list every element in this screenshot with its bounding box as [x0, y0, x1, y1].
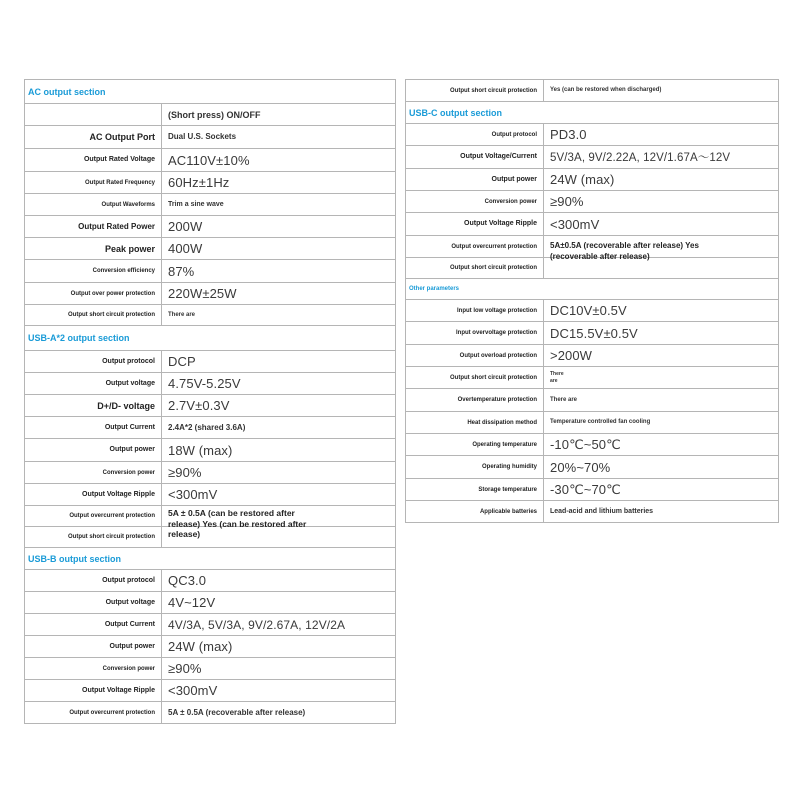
spec-label: Heat dissipation method [406, 412, 544, 434]
spec-label: Output over power protection [25, 283, 162, 305]
spec-label: Output Rated Voltage [25, 149, 162, 172]
left-spec-table [24, 79, 396, 724]
spec-value: There are [544, 367, 779, 389]
spec-label: Output protocol [25, 351, 162, 373]
spec-label: Output voltage [25, 373, 162, 395]
spec-label: Output Voltage Ripple [406, 213, 544, 236]
section-header-other [406, 279, 779, 300]
spec-value: -30℃~70℃ [544, 479, 779, 501]
spec-value: ≥90% [544, 191, 779, 213]
spec-label: Output Voltage Ripple [25, 680, 162, 702]
spec-label: Output Waveforms [25, 194, 162, 216]
spec-value: 5V/3A, 9V/2.22A, 12V/1.67A～12V [544, 146, 779, 169]
spec-value: ≥90% [162, 658, 396, 680]
spec-row [406, 236, 779, 258]
spec-value: 18W (max) [162, 439, 396, 462]
spec-label: Output Voltage/Current [406, 146, 544, 169]
spec-row [406, 322, 779, 345]
spec-row [25, 484, 396, 506]
spec-row [25, 506, 396, 527]
spec-label [25, 104, 162, 126]
spec-value: <300mV [544, 213, 779, 236]
spec-row [25, 592, 396, 614]
spec-label: Output short circuit protection [406, 80, 544, 102]
spec-value: Yes (can be restored when discharged) [544, 80, 779, 102]
spec-row [406, 191, 779, 213]
spec-label: Input overvoltage protection [406, 322, 544, 345]
section-title: AC output section [25, 80, 396, 104]
spec-row [406, 213, 779, 236]
spec-label: Operating humidity [406, 456, 544, 479]
spec-row [406, 146, 779, 169]
spec-label: Output overcurrent protection [25, 702, 162, 724]
spec-value: Lead-acid and lithium batteries [544, 501, 779, 523]
spec-row [406, 501, 779, 523]
spec-label: Output Current [25, 614, 162, 636]
spec-label: Output overload protection [406, 345, 544, 367]
right-spec-table [405, 79, 779, 523]
spec-value: 24W (max) [162, 636, 396, 658]
spec-value: DC15.5V±0.5V [544, 322, 779, 345]
spec-value: -10℃~50℃ [544, 434, 779, 456]
spec-value: 20%~70% [544, 456, 779, 479]
spec-value: 200W [162, 216, 396, 238]
overcurrent-text: 5A±0.5A (recoverable after release) Yes (recoverable after release) [550, 241, 699, 261]
spec-value: >200W [544, 345, 779, 367]
spec-value: 87% [162, 260, 396, 283]
spec-value: 4V/3A, 5V/3A, 9V/2.67A, 12V/2A [162, 614, 396, 636]
spec-row [25, 614, 396, 636]
spec-label: AC Output Port [25, 126, 162, 149]
spec-row [25, 351, 396, 373]
spec-value: Temperature controlled fan cooling [544, 412, 779, 434]
section-title: USB-C output section [406, 102, 779, 124]
spec-row [25, 283, 396, 305]
spec-label: Conversion power [406, 191, 544, 213]
spec-value: ≥90% [162, 462, 396, 484]
spec-label: Output power [25, 636, 162, 658]
spec-row [25, 636, 396, 658]
spec-row [25, 417, 396, 439]
spec-row [25, 570, 396, 592]
spec-value: <300mV [162, 484, 396, 506]
spec-value: 220W±25W [162, 283, 396, 305]
spec-label: Output overcurrent protection [25, 506, 162, 527]
spec-value: 5A ± 0.5A (recoverable after release) [162, 702, 396, 724]
spec-value: DC10V±0.5V [544, 300, 779, 322]
spec-value: 2.4A*2 (shared 3.6A) [162, 417, 396, 439]
spec-value: AC110V±10% [162, 149, 396, 172]
spec-row [25, 395, 396, 417]
spec-label: Conversion efficiency [25, 260, 162, 283]
spec-value: Trim a sine wave [162, 194, 396, 216]
spec-row [25, 238, 396, 260]
spec-value: (Short press) ON/OFF [162, 104, 396, 126]
spec-label: Output power [25, 439, 162, 462]
section-header-usbb [25, 548, 396, 570]
spec-label: Output protocol [406, 124, 544, 146]
spec-row [406, 412, 779, 434]
section-title: USB-B output section [25, 548, 396, 570]
spec-row [406, 389, 779, 412]
spec-row [25, 658, 396, 680]
spec-value: 60Hz±1Hz [162, 172, 396, 194]
spec-label: Output Voltage Ripple [25, 484, 162, 506]
section-header-usbc [406, 102, 779, 124]
spec-row [406, 456, 779, 479]
spec-label: Operating temperature [406, 434, 544, 456]
spec-value: 400W [162, 238, 396, 260]
spec-label: Output short circuit protection [406, 258, 544, 279]
spec-label: Peak power [25, 238, 162, 260]
spec-row [25, 680, 396, 702]
spec-label: Input low voltage protection [406, 300, 544, 322]
spec-row [25, 216, 396, 238]
spec-row [25, 305, 396, 326]
spec-label: Overtemperature protection [406, 389, 544, 412]
spec-label: Conversion power [25, 658, 162, 680]
section-header-usba [25, 326, 396, 351]
spec-row [25, 126, 396, 149]
spec-label: Output Rated Power [25, 216, 162, 238]
spec-label: Output Rated Frequency [25, 172, 162, 194]
spec-row [25, 149, 396, 172]
overcurrent-text: 5A ± 0.5A (can be restored after release) Yes (can be restored after release) [168, 508, 307, 539]
spec-label: Output short circuit protection [406, 367, 544, 389]
spec-label: Output short circuit protection [25, 305, 162, 326]
spec-label: Output power [406, 169, 544, 191]
spec-row [25, 462, 396, 484]
spec-row [406, 80, 779, 102]
section-title: Other parameters [406, 279, 779, 300]
spec-row [406, 124, 779, 146]
spec-label: Output protocol [25, 570, 162, 592]
spec-value: PD3.0 [544, 124, 779, 146]
spec-row [25, 172, 396, 194]
spec-label: Applicable batteries [406, 501, 544, 523]
spec-value [544, 236, 779, 261]
spec-value: DCP [162, 351, 396, 373]
spec-label: D+/D- voltage [25, 395, 162, 417]
spec-row [406, 434, 779, 456]
spec-row [406, 479, 779, 501]
spec-value: 24W (max) [544, 169, 779, 191]
spec-row [406, 169, 779, 191]
spec-row [25, 373, 396, 395]
spec-row [406, 300, 779, 322]
spec-row [25, 104, 396, 126]
spec-value: <300mV [162, 680, 396, 702]
spec-value: There are [162, 305, 396, 326]
spec-row [25, 702, 396, 724]
spec-label: Output short circuit protection [25, 527, 162, 548]
spec-label: Storage temperature [406, 479, 544, 501]
spec-row [25, 260, 396, 283]
spec-value: Dual U.S. Sockets [162, 126, 396, 149]
spec-value: There are [544, 389, 779, 412]
spec-value: 4.75V-5.25V [162, 373, 396, 395]
spec-label: Output voltage [25, 592, 162, 614]
spec-value: 2.7V±0.3V [162, 395, 396, 417]
spec-row [25, 194, 396, 216]
spec-row [406, 345, 779, 367]
section-header-ac [25, 80, 396, 104]
spec-label: Conversion power [25, 462, 162, 484]
spec-row [406, 367, 779, 389]
spec-value: QC3.0 [162, 570, 396, 592]
section-title: USB-A*2 output section [25, 326, 396, 351]
spec-value: 4V~12V [162, 592, 396, 614]
spec-value [162, 506, 396, 539]
spec-row [25, 439, 396, 462]
spec-label: Output overcurrent protection [406, 236, 544, 258]
spec-label: Output Current [25, 417, 162, 439]
